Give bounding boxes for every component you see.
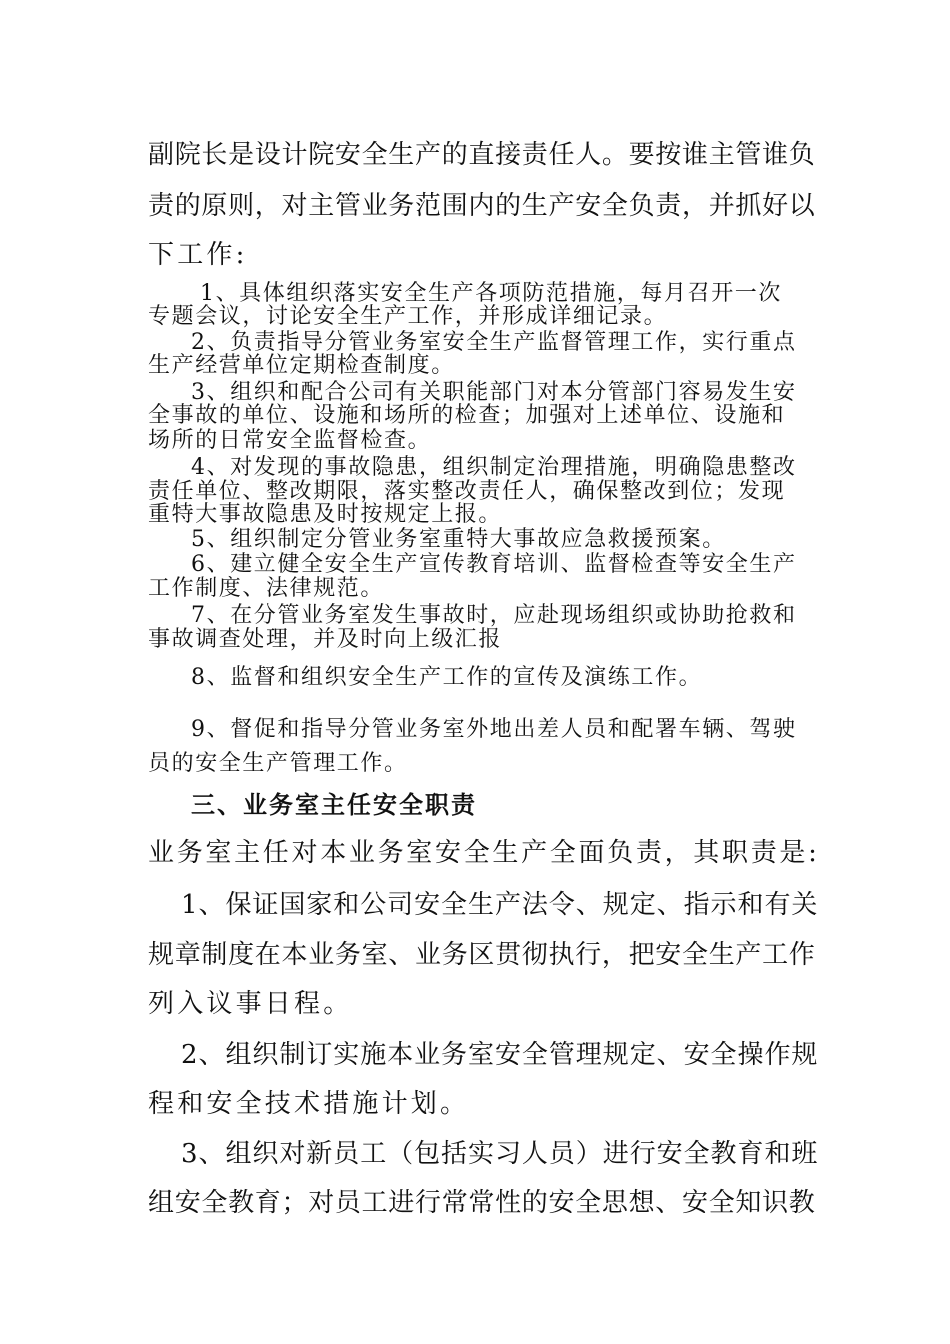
director-duty-1-line-1: 1、保证国家和公司安全生产法令、规定、指示和有关 [181,890,819,920]
director-duty-2-line-1: 2、组织制订实施本业务室安全管理规定、安全操作规 [181,1040,819,1070]
vp-duty-1-line-2: 专题会议，讨论安全生产工作，并形成详细记录。 [148,304,668,329]
director-duty-3-line-1: 3、组织对新员工（包括实习人员）进行安全教育和班 [181,1139,819,1169]
vp-duty-3-line-1: 3、组织和配合公司有关职能部门对本分管部门容易发生安 [191,380,797,405]
vp-duty-6-line-2: 工作制度、法律规范。 [148,576,385,601]
vp-duty-3-line-3: 场所的日常安全监督检查。 [148,428,432,453]
vp-duty-9-line-2: 员的安全生产管理工作。 [148,751,408,776]
vp-duty-7-line-2: 事故调查处理，并及时向上级汇报 [148,627,503,652]
intro-line-1: 副院长是设计院安全生产的直接责任人。要按谁主管谁负 [148,140,816,170]
director-duty-2-line-2: 程和安全技术措施计划。 [148,1089,470,1119]
vp-duty-8: 8、监督和组织安全生产工作的宣传及演练工作。 [191,665,703,690]
intro-line-3: 下工作: [148,240,248,270]
director-duty-3-line-2: 组安全教育；对员工进行常常性的安全思想、安全知识教 [148,1188,816,1218]
director-duty-1-line-3: 列入议事日程。 [148,989,353,1019]
vp-duty-4-line-2: 责任单位、整改期限，落实整改责任人，确保整改到位；发现 [148,479,786,504]
vp-duty-2-line-2: 生产经营单位定期检查制度。 [148,353,455,378]
section-3-intro: 业务室主任对本业务室安全生产全面负责，其职责是: [148,838,820,868]
vp-duty-4-line-1: 4、对发现的事故隐患，组织制定治理措施，明确隐患整改 [191,455,797,480]
vp-duty-2-line-1: 2、负责指导分管业务室安全生产监督管理工作，实行重点 [191,330,797,355]
vp-duty-3-line-2: 全事故的单位、设施和场所的检查；加强对上述单位、设施和 [148,403,786,428]
vp-duty-4-line-3: 重特大事故隐患及时按规定上报。 [148,502,503,527]
vp-duty-1-line-1: 1、具体组织落实安全生产各项防范措施，每月召开一次 [200,281,782,306]
vp-duty-7-line-1: 7、在分管业务室发生事故时，应赴现场组织或协助抢救和 [191,603,797,628]
director-duty-1-line-2: 规章制度在本业务室、业务区贯彻执行，把安全生产工作 [148,940,816,970]
vp-duty-6-line-1: 6、建立健全安全生产宣传教育培训、监督检查等安全生产 [191,552,797,577]
section-3-heading: 三、业务室主任安全职责 [191,791,477,819]
intro-line-2: 责的原则，对主管业务范围内的生产安全负责，并抓好以 [148,191,816,221]
vp-duty-9-line-1: 9、督促和指导分管业务室外地出差人员和配署车辆、驾驶 [191,717,797,742]
vp-duty-5: 5、组织制定分管业务室重特大事故应急救援预案。 [191,527,726,552]
